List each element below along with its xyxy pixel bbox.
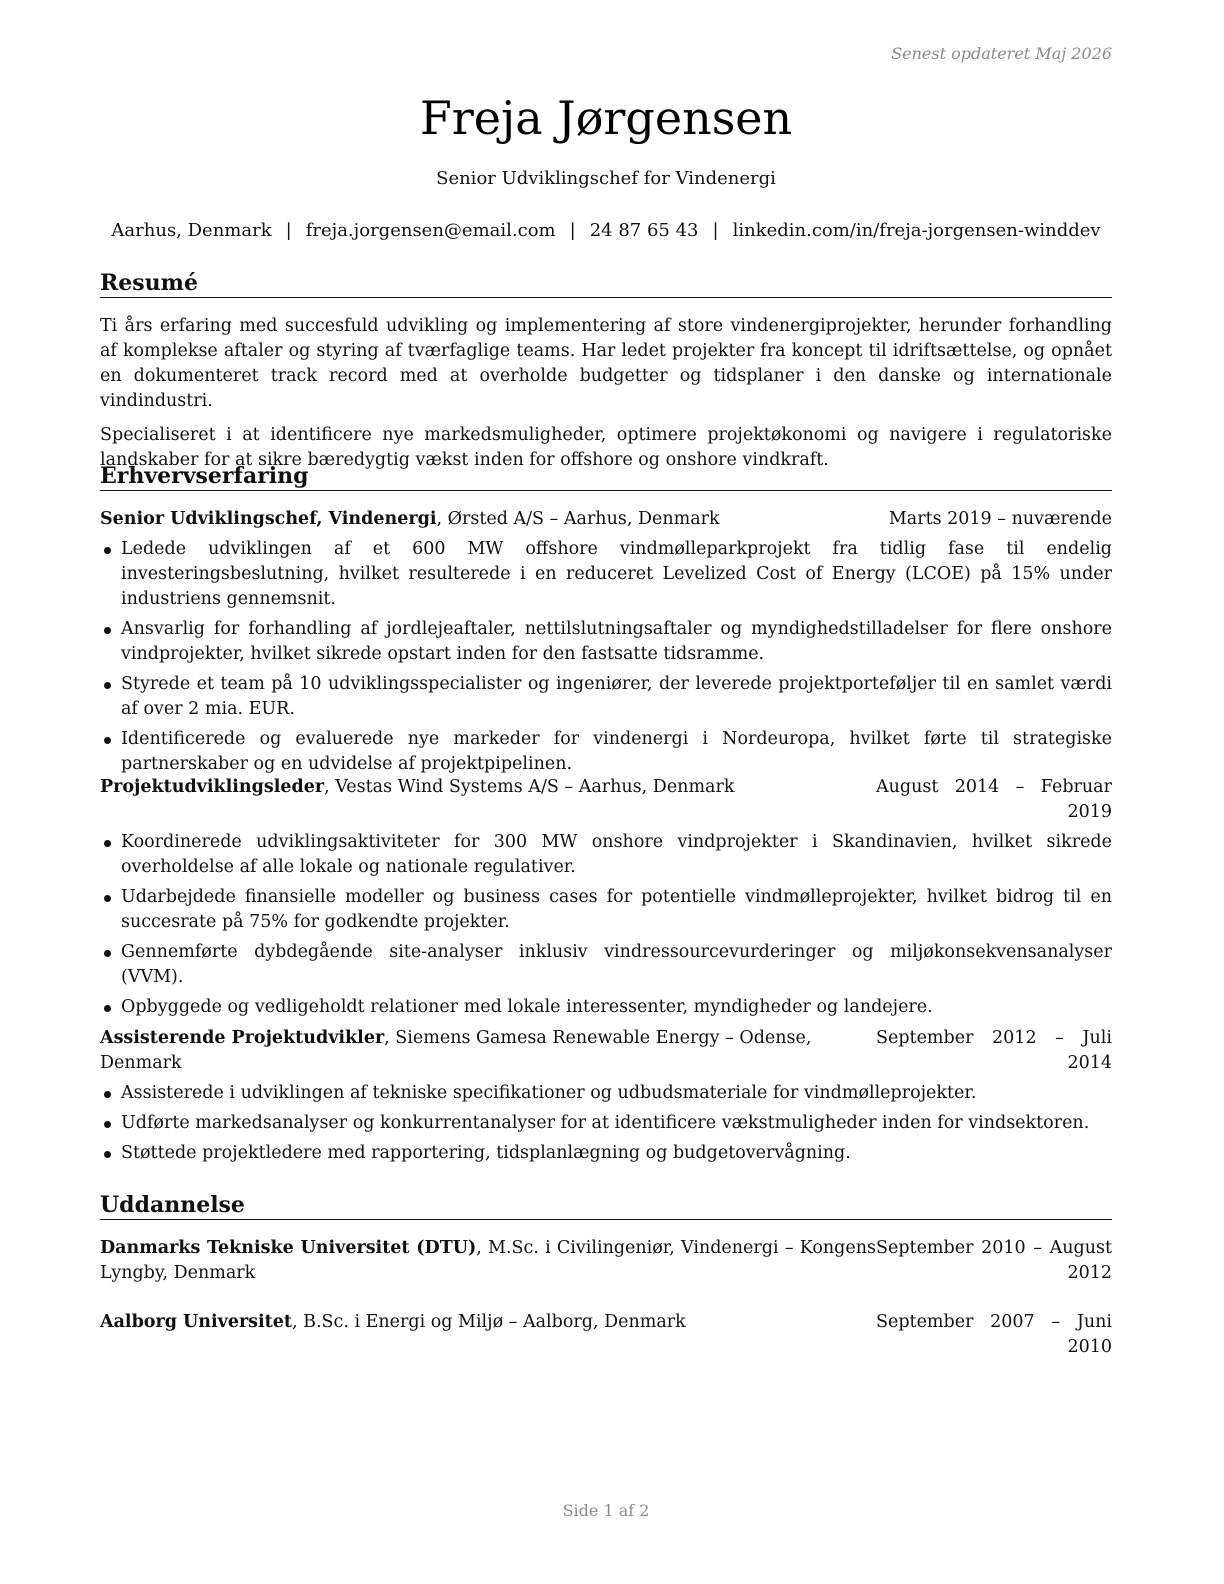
list-item: Udførte markedsanalyser og konkurrentanalyser for at identificere vækstmuligheder inden for vindsektoren. bbox=[100, 1111, 1112, 1136]
education-header bbox=[100, 1236, 1112, 1286]
job-dates: August 2014 – Februar 2019 bbox=[876, 777, 1112, 822]
section-title-education: Uddannelse bbox=[100, 1192, 1112, 1220]
list-item: Støttede projektledere med rapportering, tidsplanlægning og budgetovervågning. bbox=[100, 1141, 1112, 1166]
last-updated: Senest opdateret Maj 2026 bbox=[891, 44, 1112, 63]
experience-section bbox=[100, 463, 1112, 491]
contact-separator: | bbox=[712, 220, 719, 241]
job-employer: , Siemens Gamesa Renewable Energy – Odense, Denmark bbox=[100, 1028, 812, 1073]
summary-paragraph: Ti års erfaring med succesfuld udvikling og implementering af store vindenergiprojekter, herunder forhandling af komplekse aftaler og styring af tværfaglige teams. Har ledet projekter fra koncept til idriftsættelse, og opnået en dokumenteret track record med at overholde budgetter og tidsplaner i den danske og internationale vindindustri. bbox=[100, 316, 1112, 411]
list-item: Opbyggede og vedligeholdt relationer med lokale interessenter, myndigheder og landejere. bbox=[100, 995, 1112, 1020]
candidate-name: Freja Jørgensen bbox=[419, 91, 793, 145]
job-dates: September 2012 – Juli 2014 bbox=[876, 1028, 1112, 1073]
education-dates: September 2007 – Juni 2010 bbox=[876, 1312, 1112, 1357]
job-header bbox=[100, 775, 1112, 825]
job-role: Senior Udviklingschef, Vindenergi bbox=[100, 509, 437, 529]
section-title-summary: Resumé bbox=[100, 270, 1112, 298]
job-bullets bbox=[100, 830, 1112, 1020]
contact-line bbox=[80, 219, 1132, 243]
education-degree: , B.Sc. i Energi og Miljø – Aalborg, Denmark bbox=[291, 1312, 686, 1332]
list-item: Assisterede i udviklingen af tekniske specifikationer og udbudsmateriale for vindmølleprojekter. bbox=[100, 1081, 1112, 1106]
job-header bbox=[100, 1026, 1112, 1076]
list-item: Styrede et team på 10 udviklingsspecialister og ingeniører, der leverede projektporteføljer til en samlet værdi af over 2 mia. EUR. bbox=[100, 672, 1112, 722]
education-entry bbox=[100, 1236, 1112, 1286]
education-dates: September 2010 – August 2012 bbox=[876, 1238, 1112, 1283]
list-item: Ledede udviklingen af et 600 MW offshore vindmølleparkprojekt fra tidlig fase til endelig investeringsbeslutning, hvilket resulterede i en reduceret Levelized Cost of Energy (LCOE) på 15% under industriens gennemsnit. bbox=[100, 537, 1112, 612]
job-employer: , Ørsted A/S – Aarhus, Denmark bbox=[436, 509, 720, 529]
list-item: Udarbejdede finansielle modeller og business cases for potentielle vindmølleprojekter, hvilket bidrog til en succesrate på 75% for godkendte projekter. bbox=[100, 885, 1112, 935]
job-entry bbox=[100, 775, 1112, 1020]
education-school: Danmarks Tekniske Universitet (DTU) bbox=[100, 1238, 477, 1258]
list-item: Identificerede og evaluerede nye markeder for vindenergi i Nordeuropa, hvilket førte til strategiske partnerskaber og en udvidelse af projektpipelinen. bbox=[100, 727, 1112, 777]
job-entry bbox=[100, 507, 1112, 777]
job-dates: Marts 2019 – nuværende bbox=[888, 509, 1112, 529]
contact-email[interactable]: freja.jorgensen@email.com bbox=[305, 220, 556, 241]
contact-location: Aarhus, Denmark bbox=[111, 220, 272, 241]
job-role: Projektudviklingsleder bbox=[100, 777, 325, 797]
job-bullets bbox=[100, 1081, 1112, 1166]
contact-linkedin[interactable]: linkedin.com/in/freja-jorgensen-winddev bbox=[732, 220, 1101, 241]
job-entry bbox=[100, 1026, 1112, 1166]
job-employer: , Vestas Wind Systems A/S – Aarhus, Denmark bbox=[324, 777, 735, 797]
job-title: Senior Udviklingschef for Vindenergi bbox=[436, 168, 776, 189]
contact-separator: | bbox=[285, 220, 292, 241]
education-degree: , M.Sc. i Civilingeniør, Vindenergi – Kongens Lyngby, Denmark bbox=[100, 1238, 876, 1283]
education-entry bbox=[100, 1310, 1112, 1360]
summary-paragraph: Specialiseret i at identificere nye markedsmuligheder, optimere projektøkonomi og navigere i regulatoriske landskaber for at sikre bæredygtig vækst inden for offshore og onshore vindkraft. bbox=[100, 425, 1112, 470]
contact-phone: 24 87 65 43 bbox=[589, 220, 699, 241]
education-school: Aalborg Universitet bbox=[100, 1312, 292, 1332]
job-bullets bbox=[100, 537, 1112, 777]
job-role: Assisterende Projektudvikler bbox=[100, 1028, 385, 1048]
page-number: Side 1 af 2 bbox=[562, 1501, 650, 1520]
education-section bbox=[100, 1192, 1112, 1220]
resume-page bbox=[100, 0, 1112, 1584]
contact-separator: | bbox=[569, 220, 576, 241]
section-title-experience: Erhvervserfaring bbox=[100, 463, 1112, 491]
list-item: Ansvarlig for forhandling af jordlejeaftaler, nettilslutningsaftaler og myndighedstilladelser for flere onshore vindprojekter, hvilket sikrede opstart inden for den fastsatte tidsramme. bbox=[100, 617, 1112, 667]
list-item: Koordinerede udviklingsaktiviteter for 300 MW onshore vindprojekter i Skandinavien, hvilket sikrede overholdelse af alle lokale og nationale regulativer. bbox=[100, 830, 1112, 880]
job-header bbox=[100, 507, 1112, 532]
education-header bbox=[100, 1310, 1112, 1360]
list-item: Gennemførte dybdegående site-analyser inklusiv vindressourcevurderinger og miljøkonsekvensanalyser (VVM). bbox=[100, 940, 1112, 990]
summary-section bbox=[100, 270, 1112, 473]
